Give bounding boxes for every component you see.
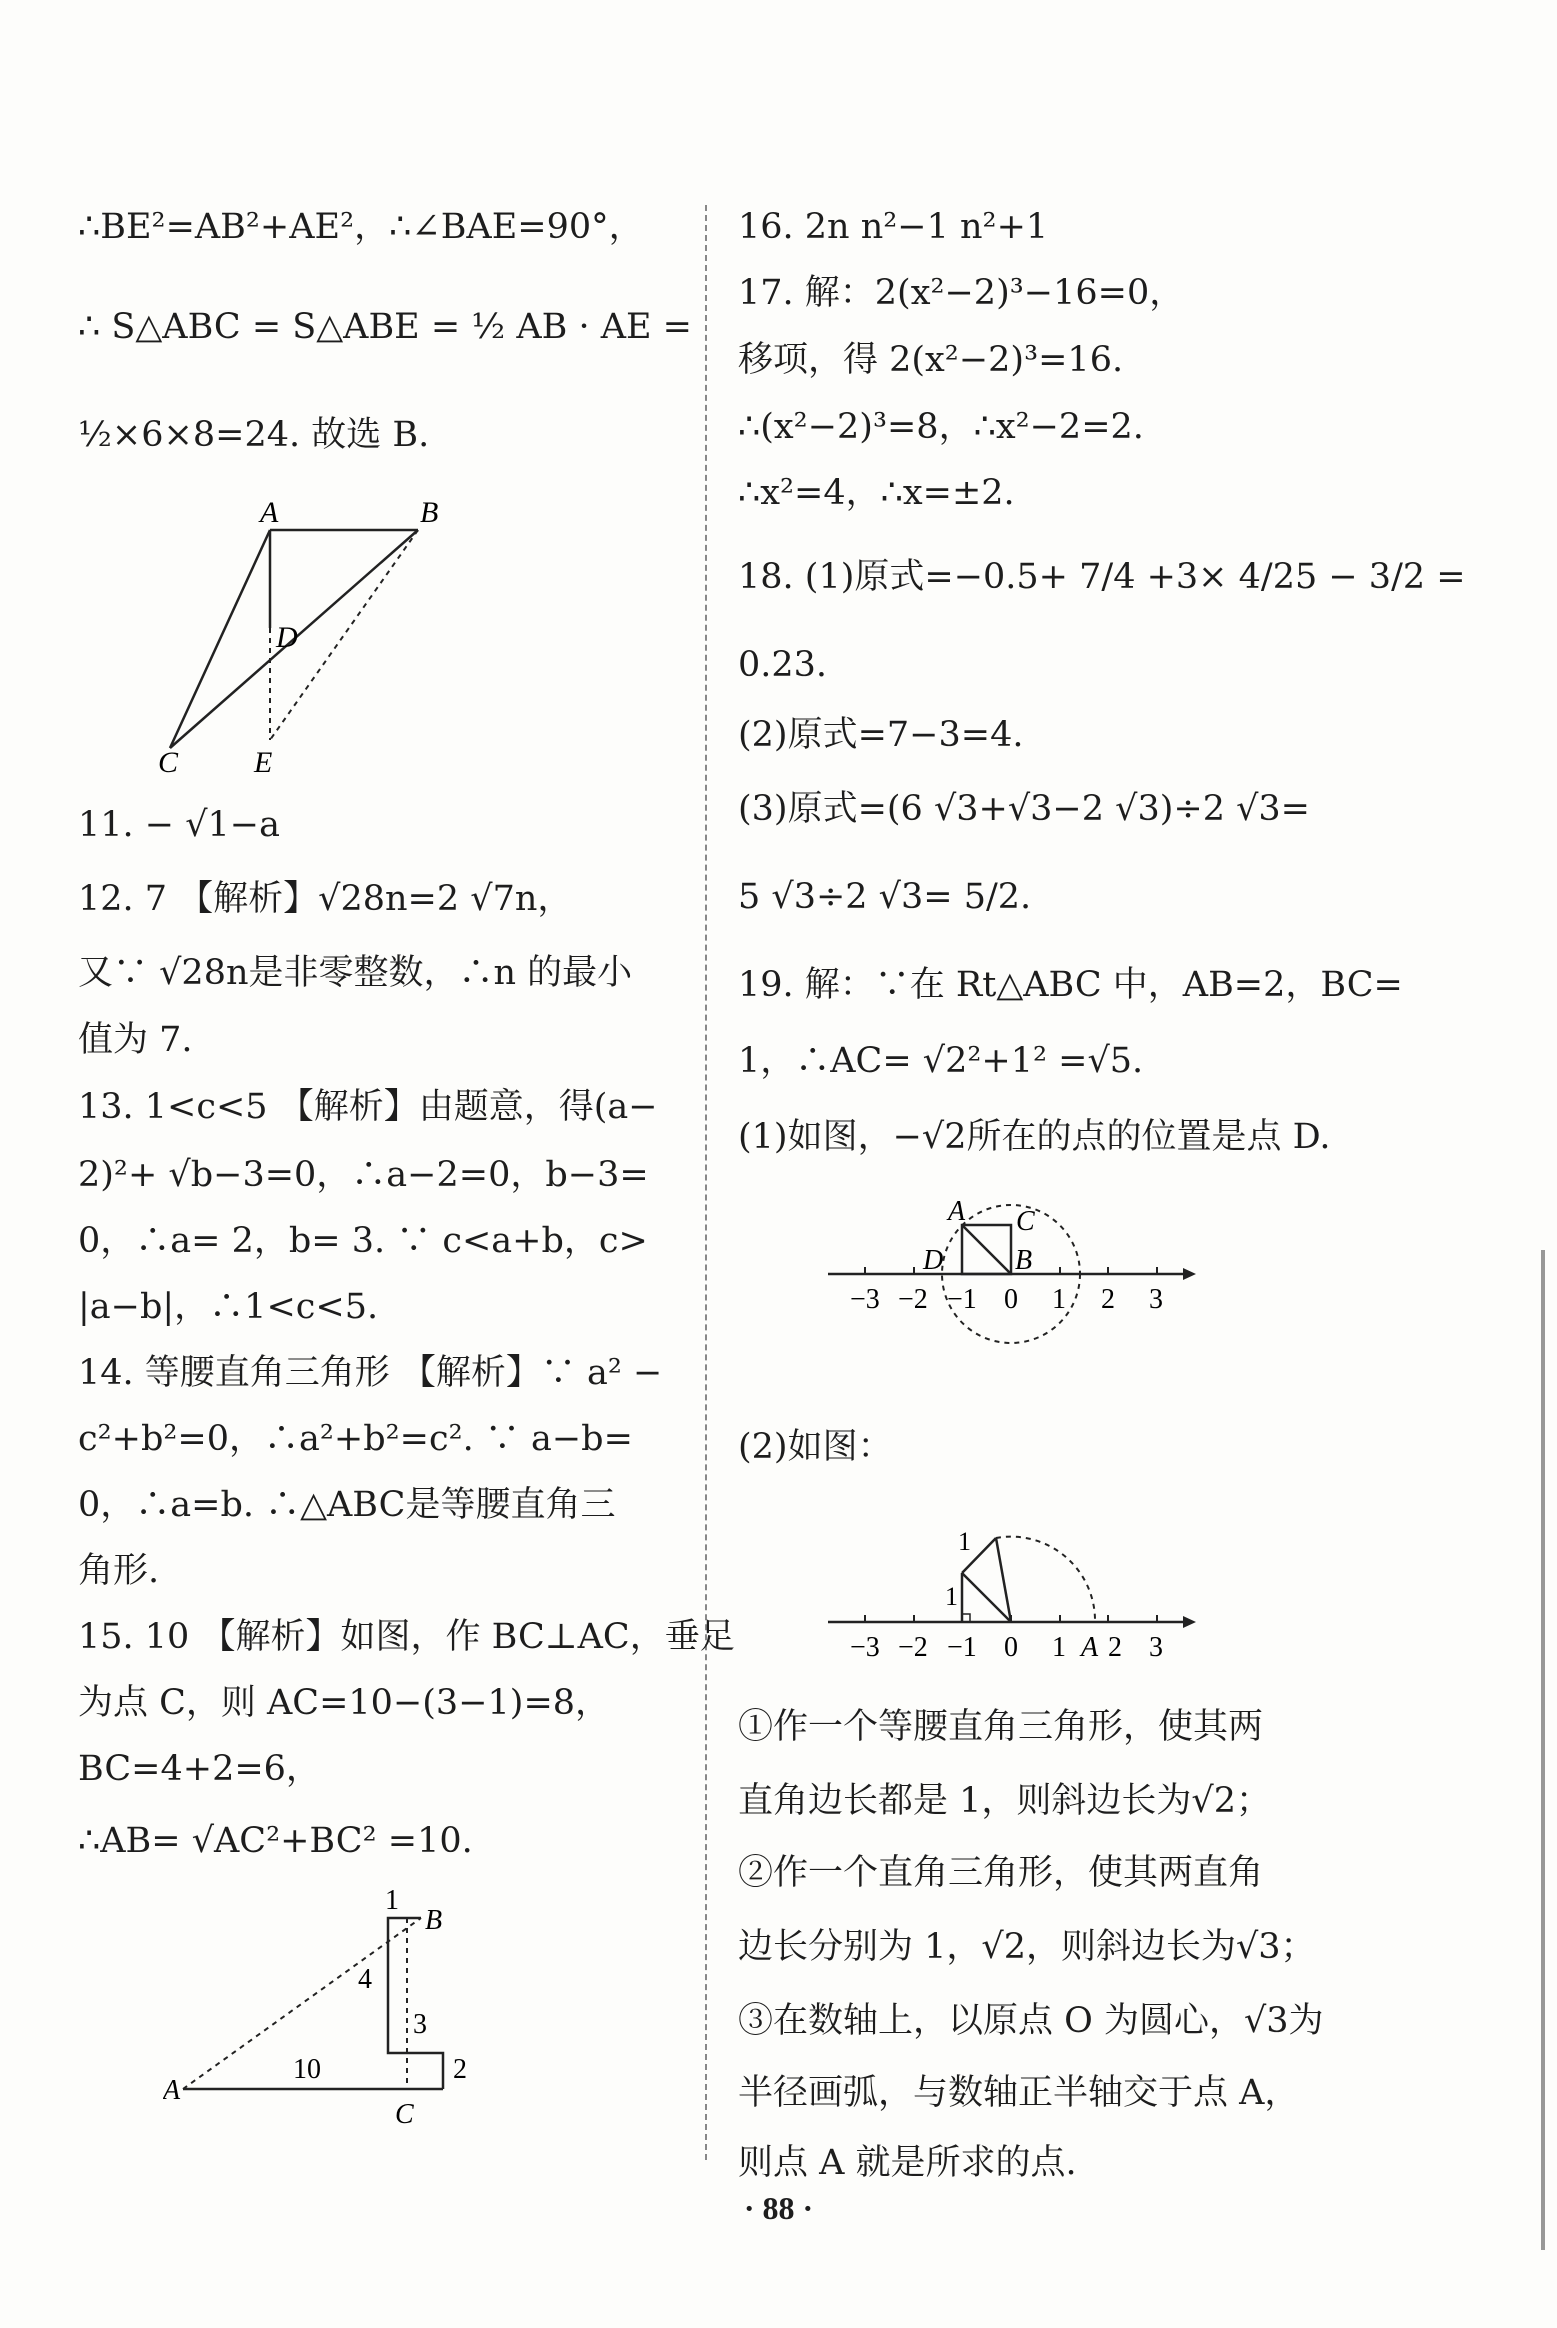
- text-line: 19. 解：∵在 Rt△ABC 中，AB=2，BC=: [738, 965, 1403, 1005]
- figure-staircase: [163, 1873, 583, 2163]
- label-1: 1: [958, 1527, 971, 1556]
- text-line: 则点 A 就是所求的点.: [738, 2143, 1077, 2183]
- segment-ab: [962, 1225, 1011, 1274]
- label-e: E: [254, 746, 273, 779]
- label-d: D: [276, 621, 298, 654]
- tick-label: 2: [1101, 1284, 1115, 1315]
- label-4: 4: [358, 1964, 372, 1995]
- text-line: 又∵ √28n是非零整数，∴n 的最小: [78, 953, 633, 993]
- label-10: 10: [293, 2054, 321, 2085]
- text-line: (1)如图，−√2所在的点的位置是点 D.: [738, 1117, 1331, 1157]
- text-line: 半径画弧，与数轴正半轴交于点 A，: [738, 2073, 1300, 2113]
- axis-arrow-icon: [1183, 1616, 1196, 1628]
- text-line: ∴(x²−2)³=8，∴x²−2=2.: [738, 407, 1144, 447]
- text-line: 5 √3÷2 √3= 5/2.: [738, 877, 1032, 917]
- text-line: 为点 C，则 AC=10−(3−1)=8，: [78, 1683, 611, 1723]
- column-divider: [705, 205, 707, 2160]
- text-line: 直角边长都是 1，则斜边长为√2；: [738, 1781, 1271, 1821]
- text-line: 12. 7 【解析】√28n=2 √7n，: [78, 879, 573, 919]
- text-line: ∴x²=4，∴x=±2.: [738, 473, 1015, 513]
- text-line: 0，∴a=b. ∴△ABC是等腰直角三: [78, 1485, 616, 1525]
- page-number: · 88 ·: [743, 2190, 814, 2226]
- segment-ac: [170, 530, 270, 748]
- text-line: ∴ S△ABC = S△ABE = ½ AB · AE =: [78, 307, 693, 347]
- figure-number-line-1: [828, 1180, 1308, 1420]
- text-line: 2)²+ √b−3=0，∴a−2=0，b−3=: [78, 1155, 649, 1195]
- path-staircase: [388, 1918, 443, 2089]
- tick-label: 2: [1108, 1632, 1122, 1663]
- text-line: 15. 10 【解析】如图，作 BC⊥AC，垂足: [78, 1617, 735, 1657]
- text-line: 11. − √1−a: [78, 805, 281, 845]
- text-line: 0，∴a= 2，b= 3. ∵ c<a+b，c>: [78, 1221, 648, 1261]
- label-c: C: [1016, 1206, 1035, 1237]
- figure-number-line-2: [828, 1490, 1308, 1680]
- text-line: 边长分别为 1，√2，则斜边长为√3；: [738, 1927, 1316, 1967]
- label-1: 1: [945, 1582, 958, 1611]
- tick-label: −3: [850, 1632, 880, 1663]
- label-a: A: [1081, 1632, 1099, 1663]
- figure-triangle-abcde: [158, 500, 578, 790]
- axis-arrow-icon: [1183, 1268, 1196, 1280]
- tick-label: 1: [1052, 1284, 1066, 1315]
- text-line: ③在数轴上，以原点 O 为圆心，√3为: [738, 2001, 1324, 2041]
- text-line: 值为 7.: [78, 1020, 193, 1060]
- tick-label: −2: [898, 1284, 928, 1315]
- text-line: ∴BE²=AB²+AE²，∴∠BAE=90°，: [78, 207, 644, 247]
- scan-edge-shadow: [1541, 1250, 1545, 2250]
- text-line: ½×6×8=24. 故选 B.: [78, 415, 430, 455]
- label-a: A: [948, 1196, 966, 1227]
- label-2: 2: [453, 2054, 467, 2085]
- label-c: C: [158, 746, 179, 779]
- tick-label: −1: [947, 1284, 977, 1315]
- label-c: C: [395, 2099, 414, 2130]
- text-line: BC=4+2=6，: [78, 1749, 321, 1789]
- label-a: A: [260, 500, 279, 529]
- text-line: (2)如图：: [738, 1427, 893, 1467]
- text-line: c²+b²=0，∴a²+b²=c². ∵ a−b=: [78, 1419, 633, 1459]
- text-line: |a−b|，∴1<c<5.: [78, 1287, 379, 1327]
- tick-label: −3: [850, 1284, 880, 1315]
- label-b: B: [420, 500, 439, 529]
- text-line: 16. 2n n²−1 n²+1: [738, 207, 1049, 247]
- label-b: B: [425, 1905, 443, 1936]
- text-line: 1，∴AC= √2²+1² =√5.: [738, 1041, 1144, 1081]
- tick-label: 0: [1004, 1632, 1018, 1663]
- text-line: ①作一个等腰直角三角形，使其两: [738, 1707, 1264, 1747]
- label-3: 3: [413, 2009, 427, 2040]
- text-line: 13. 1<c<5 【解析】由题意，得(a−: [78, 1087, 658, 1127]
- tick-label: 0: [1004, 1284, 1018, 1315]
- label-b: B: [1015, 1245, 1033, 1276]
- tick-label: 3: [1149, 1632, 1163, 1663]
- label-a: A: [163, 2075, 181, 2106]
- arc: [996, 1537, 1095, 1622]
- tick-label: 3: [1149, 1284, 1163, 1315]
- text-line: 角形.: [78, 1551, 160, 1591]
- tick-label: −1: [947, 1632, 977, 1663]
- text-line: (3)原式=(6 √3+√3−2 √3)÷2 √3=: [738, 789, 1310, 829]
- text-line: 移项，得 2(x²−2)³=16.: [738, 340, 1124, 380]
- text-line: (2)原式=7−3=4.: [738, 715, 1024, 755]
- text-line: 18. (1)原式=−0.5+ 7/4 +3× 4/25 − 3/2 =: [738, 557, 1466, 597]
- text-line: 17. 解：2(x²−2)³−16=0，: [738, 273, 1185, 313]
- label-d: D: [923, 1245, 944, 1276]
- text-line: 0.23.: [738, 645, 828, 685]
- label-1: 1: [385, 1885, 399, 1916]
- tick-label: 1: [1052, 1632, 1066, 1663]
- text-line: 14. 等腰直角三角形 【解析】∵ a² −: [78, 1353, 663, 1393]
- tick-label: −2: [898, 1632, 928, 1663]
- text-line: ∴AB= √AC²+BC² =10.: [78, 1821, 473, 1861]
- text-line: ②作一个直角三角形，使其两直角: [738, 1853, 1264, 1893]
